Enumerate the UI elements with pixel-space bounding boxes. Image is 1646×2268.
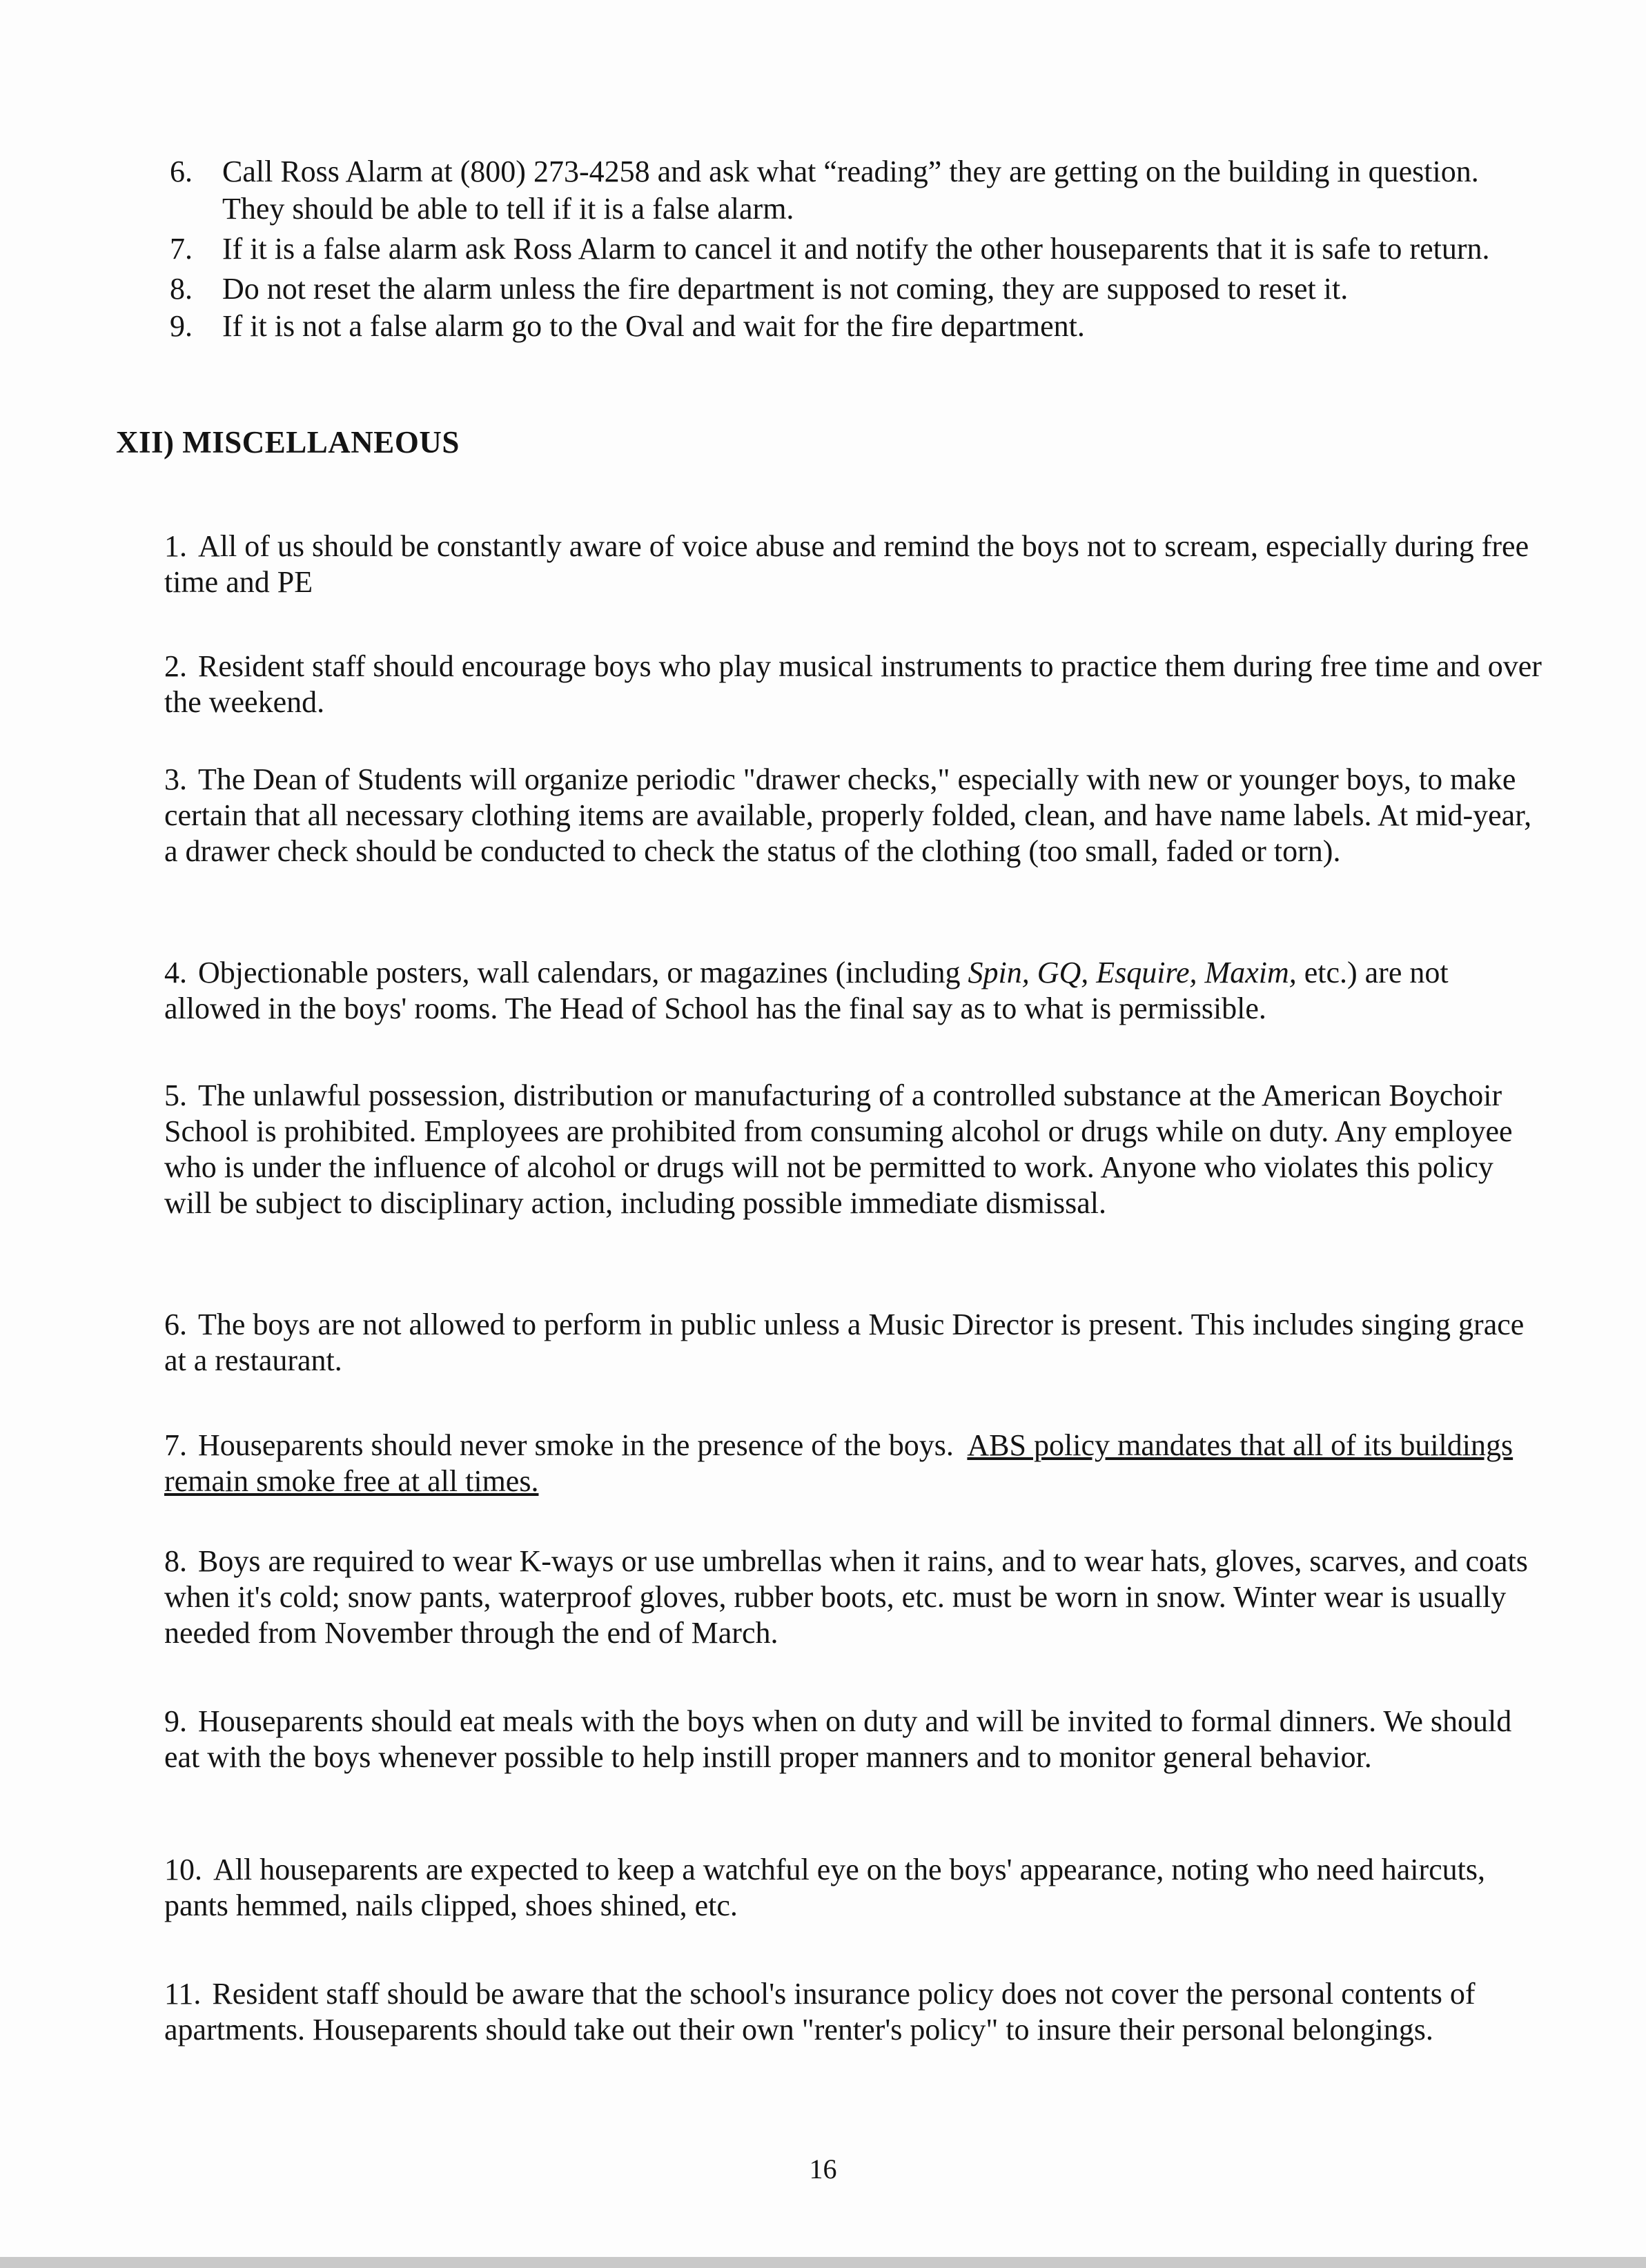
- paragraph-text: The Dean of Students will organize periodic "drawer checks," especially with new or younger boys, to make certain that all necessary clothing items are available, properly folded, clean, and have name labels. At mid-year, a drawer check should be conducted to check the status of the clothing (too small, faded or torn).: [164, 762, 1532, 868]
- paragraph-text: Boys are required to wear K-ways or use umbrellas when it rains, and to wear hats, gloves, scarves, and coats when it's cold; snow pants, waterproof gloves, rubber boots, etc. must be worn in snow. Winter wear is usually needed from November through the end of March.: [164, 1544, 1528, 1650]
- paragraph-number: 3.: [164, 762, 187, 796]
- paragraph-number: 9.: [164, 1704, 187, 1738]
- paragraph-text: The unlawful possession, distribution or manufacturing of a controlled substance at the American Boychoir School is prohibited. Employees are prohibited from consuming alcohol or drugs while on duty. Any employee who is under the influence of alcohol or drugs will not be permitted to work. Anyone who violates this policy will be subject to disciplinary action, including possible immediate dismissal.: [164, 1078, 1513, 1220]
- page-number: 16: [809, 2153, 837, 2185]
- paragraph: [164, 1704, 1545, 1775]
- paragraph: [164, 955, 1545, 1027]
- list-item-number: 9.: [170, 309, 193, 343]
- paragraph: [164, 1976, 1545, 2048]
- paragraph: [164, 762, 1545, 869]
- paragraph-text: All of us should be constantly aware of voice abuse and remind the boys not to scream, especially during free time and PE: [164, 529, 1529, 599]
- paragraph-text: The boys are not allowed to perform in public unless a Music Director is present. This includes singing grace at a restaurant.: [164, 1308, 1525, 1377]
- scan-edge-strip: [0, 2257, 1646, 2268]
- list-item: [164, 308, 1545, 345]
- list-item-number: 8.: [170, 272, 193, 306]
- underlined-policy-text: ABS policy mandates that all of its buildings remain smoke free at all times.: [164, 1428, 1513, 1498]
- magazine-titles: Spin, GQ, Esquire, Maxim,: [968, 956, 1297, 989]
- list-item: [164, 230, 1545, 268]
- list-item-text: Do not reset the alarm unless the fire department is not coming, they are supposed to reset it.: [222, 272, 1349, 306]
- paragraph-number: 6.: [164, 1308, 187, 1341]
- section-heading: XII) MISCELLANEOUS: [116, 425, 460, 460]
- paragraph-text: Resident staff should encourage boys who play musical instruments to practice them during free time and over the weekend.: [164, 649, 1542, 719]
- paragraph-text: Houseparents should never smoke in the presence of the boys.: [198, 1428, 954, 1462]
- paragraph: [164, 649, 1545, 720]
- fire-procedure-list: [164, 153, 1545, 345]
- list-item-text: If it is a false alarm ask Ross Alarm to cancel it and notify the other houseparents that it is safe to return.: [222, 232, 1490, 266]
- paragraph: [164, 1078, 1545, 1221]
- paragraph: [164, 1852, 1545, 1924]
- list-item: [164, 153, 1545, 228]
- paragraph-text: Resident staff should be aware that the school's insurance policy does not cover the personal contents of apartments. Houseparents should take out their own "renter's policy" to insure their personal belongings.: [164, 1977, 1476, 2047]
- paragraph: [164, 529, 1545, 600]
- paragraph-number: 8.: [164, 1544, 187, 1578]
- paragraph-text: Houseparents should eat meals with the boys when on duty and will be invited to formal dinners. We should eat with the boys whenever possible to help instill proper manners and to monitor general behavior.: [164, 1704, 1512, 1774]
- list-item-text: If it is not a false alarm go to the Oval and wait for the fire department.: [222, 309, 1085, 343]
- paragraph: [164, 1307, 1545, 1379]
- paragraph-number: 7.: [164, 1428, 187, 1462]
- list-item-text: Call Ross Alarm at (800) 273-4258 and ask what “reading” they are getting on the building in question. They should be able to tell if it is a false alarm.: [222, 155, 1479, 226]
- paragraph-text: Objectionable posters, wall calendars, or magazines (including: [198, 956, 968, 989]
- paragraph: [164, 1428, 1545, 1499]
- paragraph-number: 4.: [164, 956, 187, 989]
- paragraph-number: 1.: [164, 529, 187, 563]
- list-item-number: 6.: [170, 155, 193, 188]
- list-item: [164, 270, 1545, 308]
- paragraph: [164, 1544, 1545, 1651]
- paragraph-number: 5.: [164, 1078, 187, 1112]
- paragraph-number: 2.: [164, 649, 187, 683]
- paragraph-text: etc.) are not allowed in the boys' rooms. The Head of School has the final say as to what is permissible.: [164, 956, 1449, 1025]
- list-item-number: 7.: [170, 232, 193, 266]
- paragraph-number: 10.: [164, 1853, 202, 1886]
- paragraph-number: 11.: [164, 1977, 202, 2011]
- paragraph-text: All houseparents are expected to keep a watchful eye on the boys' appearance, noting who need haircuts, pants hemmed, nails clipped, shoes shined, etc.: [164, 1853, 1485, 1922]
